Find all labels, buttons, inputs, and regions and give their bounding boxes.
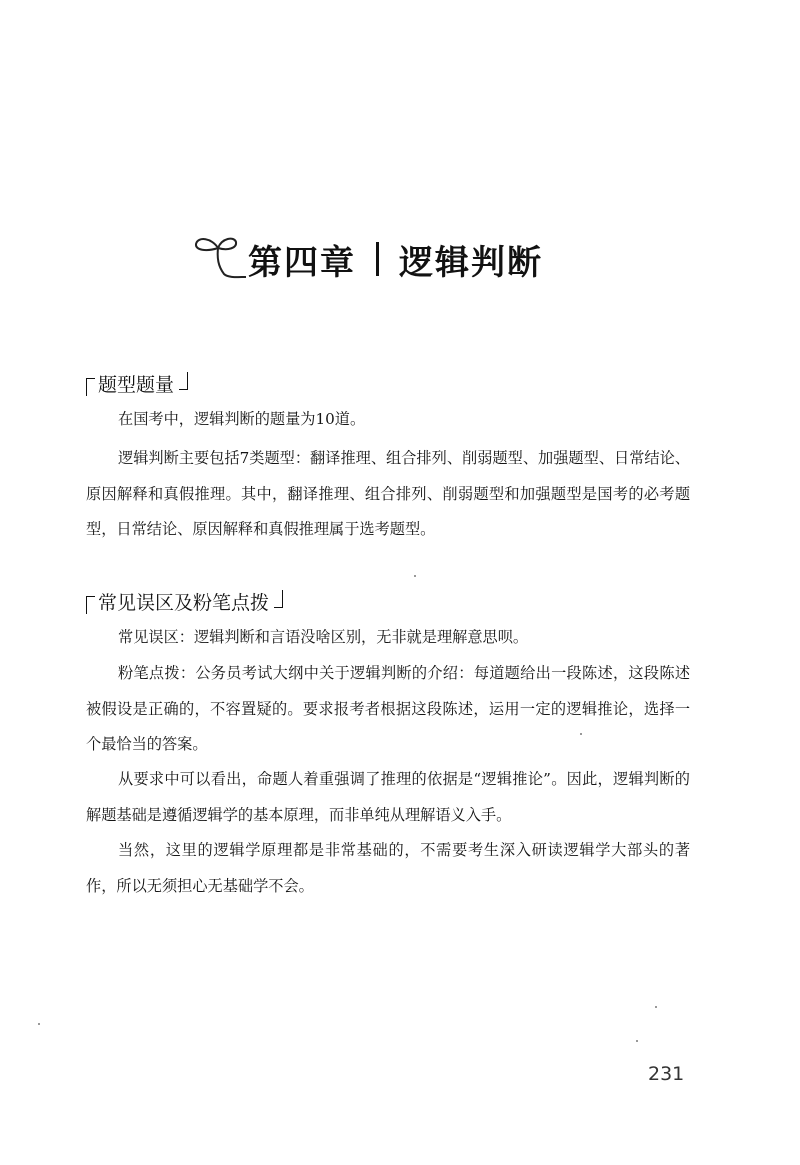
paragraph: 在国考中，逻辑判断的题量为10道。 bbox=[118, 410, 366, 428]
title-separator bbox=[376, 242, 379, 276]
paragraph: 逻辑判断主要包括7类题型：翻译推理、组合排列、削弱题型、加强题型、日常结论、原因解释和真假推理。其中，翻译推理、组合排列、削弱题型和加强题型是国考的必考题型，日常结论、原因解释和真假推理属于选考题型。 bbox=[86, 449, 690, 538]
paragraph: 从要求中可以看出，命题人着重强调了推理的依据是“逻辑推论”。因此，逻辑判断的解题基础是遵循逻辑学的基本原理，而非单纯从理解语义入手。 bbox=[86, 770, 690, 824]
page-number: 231 bbox=[648, 1063, 685, 1085]
section-heading-text: 题型题量 bbox=[98, 374, 175, 396]
section-heading-question-types bbox=[86, 370, 188, 397]
paragraph: 粉笔点拨：公务员考试大纲中关于逻辑判断的介绍：每道题给出一段陈述，这段陈述被假设是正确的，不容置疑的。要求报考者根据这段陈述，运用一定的逻辑推论，选择一个最恰当的答案。 bbox=[86, 664, 690, 753]
close-bracket-icon bbox=[274, 590, 283, 608]
paragraph: 当然，这里的逻辑学原理都是非常基础的，不需要考生深入研读逻辑学大部头的著作，所以无须担心无基础学不会。 bbox=[86, 841, 690, 895]
open-bracket-icon bbox=[86, 596, 95, 614]
scan-speck bbox=[414, 575, 416, 577]
chapter-title bbox=[190, 224, 543, 294]
scan-speck bbox=[655, 1006, 657, 1008]
section-heading-text: 常见误区及粉笔点拨 bbox=[98, 592, 270, 614]
close-bracket-icon bbox=[179, 372, 188, 390]
chapter-name: 逻辑判断 bbox=[399, 242, 543, 283]
scan-speck bbox=[636, 1040, 638, 1042]
open-bracket-icon bbox=[86, 378, 95, 396]
scan-speck bbox=[580, 733, 582, 735]
sprout-icon bbox=[190, 230, 248, 288]
chapter-number: 第四章 bbox=[248, 242, 356, 283]
paragraph: 常见误区：逻辑判断和言语没啥区别，无非就是理解意思呗。 bbox=[118, 628, 529, 646]
section-heading-misconceptions bbox=[86, 588, 283, 615]
scan-speck bbox=[38, 1023, 40, 1025]
